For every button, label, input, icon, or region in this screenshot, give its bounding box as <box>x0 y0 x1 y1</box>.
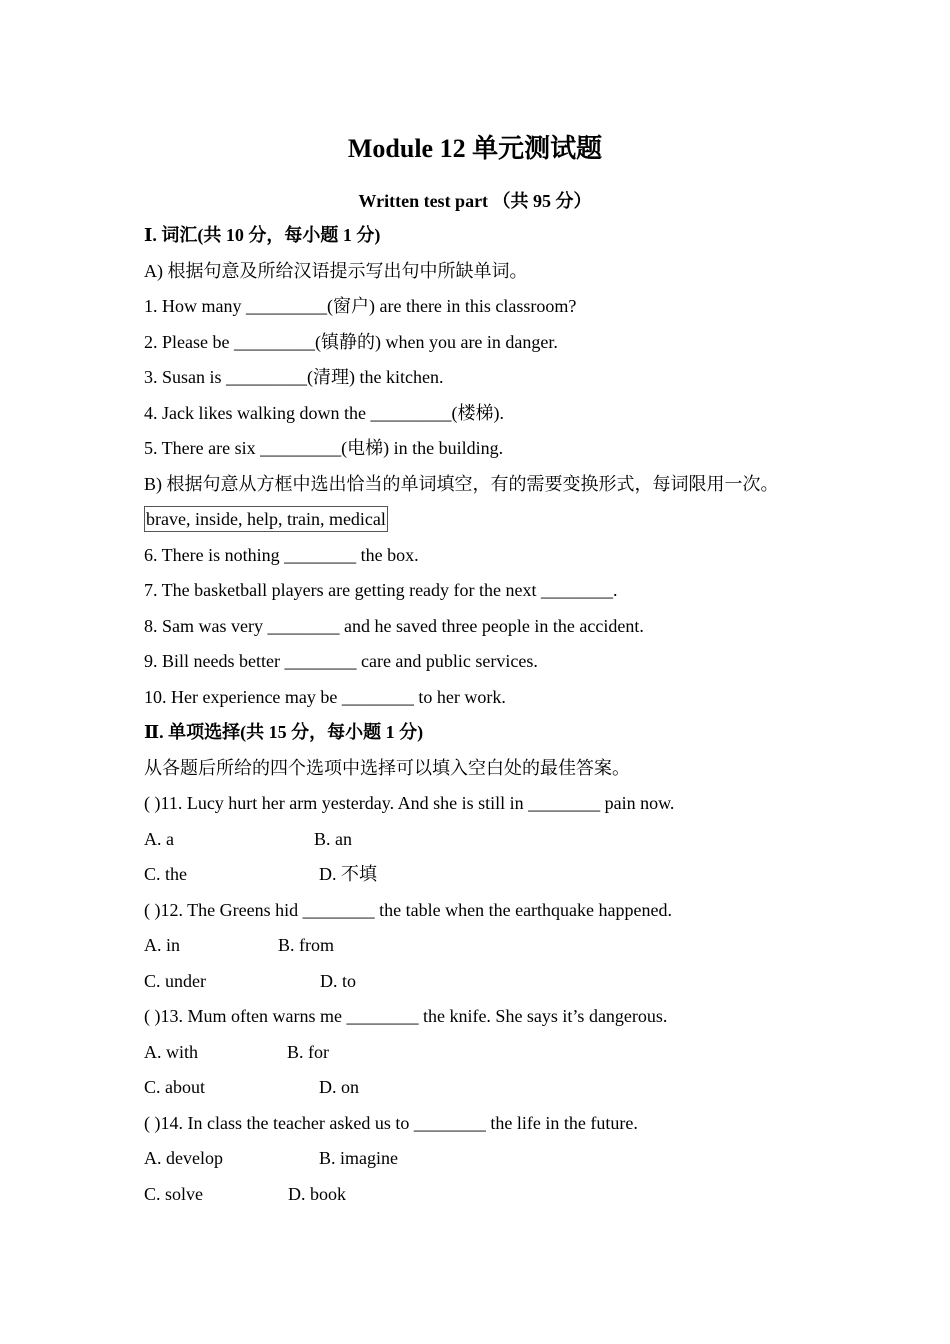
document-subtitle: Written test part （共 95 分） <box>358 191 592 211</box>
option-c: C. about <box>144 1077 205 1097</box>
question-5: 5. There are six _________(电梯) in the building. <box>144 438 504 458</box>
option-a: A. in <box>144 935 180 955</box>
question-9: 9. Bill needs better ________ care and public services. <box>144 651 538 671</box>
word-box-row <box>144 506 844 542</box>
question-1: 1. How many _________(窗户) are there in this classroom? <box>144 296 577 316</box>
question-3: 3. Susan is _________(清理) the kitchen. <box>144 367 444 387</box>
option-b: B. imagine <box>319 1148 398 1168</box>
question-2: 2. Please be _________(镇静的) when you are in danger. <box>144 331 558 352</box>
question-12-options-cd <box>144 968 844 1004</box>
option-d: D. book <box>288 1183 346 1204</box>
question-4: 4. Jack likes walking down the _________(楼梯). <box>144 402 504 423</box>
option-d: D. 不填 <box>319 864 377 884</box>
document-body <box>144 222 844 1216</box>
question-10: 10. Her experience may be ________ to her work. <box>144 686 506 707</box>
section-2-heading: Ⅱ. 单项选择(共 15 分，每小题 1 分) <box>144 722 424 742</box>
word-box: brave, inside, help, train, medical <box>144 506 388 532</box>
question-13-options-cd <box>144 1074 844 1110</box>
question-8: 8. Sam was very ________ and he saved three people in the accident. <box>144 615 644 636</box>
option-c: C. solve <box>144 1183 204 1204</box>
question-13-options-ab <box>144 1039 844 1075</box>
question-12-stem: ( )12. The Greens hid ________ the table when the earthquake happened. <box>144 899 672 920</box>
option-d: D. on <box>319 1077 359 1097</box>
section-1b-instruction: B) 根据句意从方框中选出恰当的单词填空，有的需要变换形式，每词限用一次。 <box>144 473 779 494</box>
option-c: C. under <box>144 970 206 991</box>
option-a: A. with <box>144 1041 198 1062</box>
option-b: B. an <box>314 828 352 849</box>
question-14-options-cd <box>144 1181 844 1217</box>
question-7: 7. The basketball players are getting ready for the next ________. <box>144 580 618 600</box>
document-title: Module 12 单元测试题 <box>347 134 603 163</box>
question-14-stem: ( )14. In class the teacher asked us to ________ the life in the future. <box>144 1112 638 1133</box>
option-b: B. for <box>287 1041 329 1062</box>
question-11-options-ab <box>144 826 844 862</box>
section-1a-instruction: A) 根据句意及所给汉语提示写出句中所缺单词。 <box>144 260 528 281</box>
question-11-stem: ( )11. Lucy hurt her arm yesterday. And she is still in ________ pain now. <box>144 793 675 813</box>
question-11-options-cd <box>144 861 844 897</box>
option-a: A. a <box>144 828 174 849</box>
section-2-instruction: 从各题后所给的四个选项中选择可以填入空白处的最佳答案。 <box>144 757 630 778</box>
question-13-stem: ( )13. Mum often warns me ________ the knife. She says it’s dangerous. <box>144 1006 668 1026</box>
option-d: D. to <box>320 970 356 991</box>
option-c: C. the <box>144 864 187 884</box>
question-6: 6. There is nothing ________ the box. <box>144 544 419 565</box>
question-14-options-ab <box>144 1145 844 1181</box>
option-a: A. develop <box>144 1148 223 1168</box>
question-12-options-ab <box>144 932 844 968</box>
section-1-heading: Ⅰ. 词汇(共 10 分，每小题 1 分) <box>144 225 381 245</box>
option-b: B. from <box>278 935 334 955</box>
